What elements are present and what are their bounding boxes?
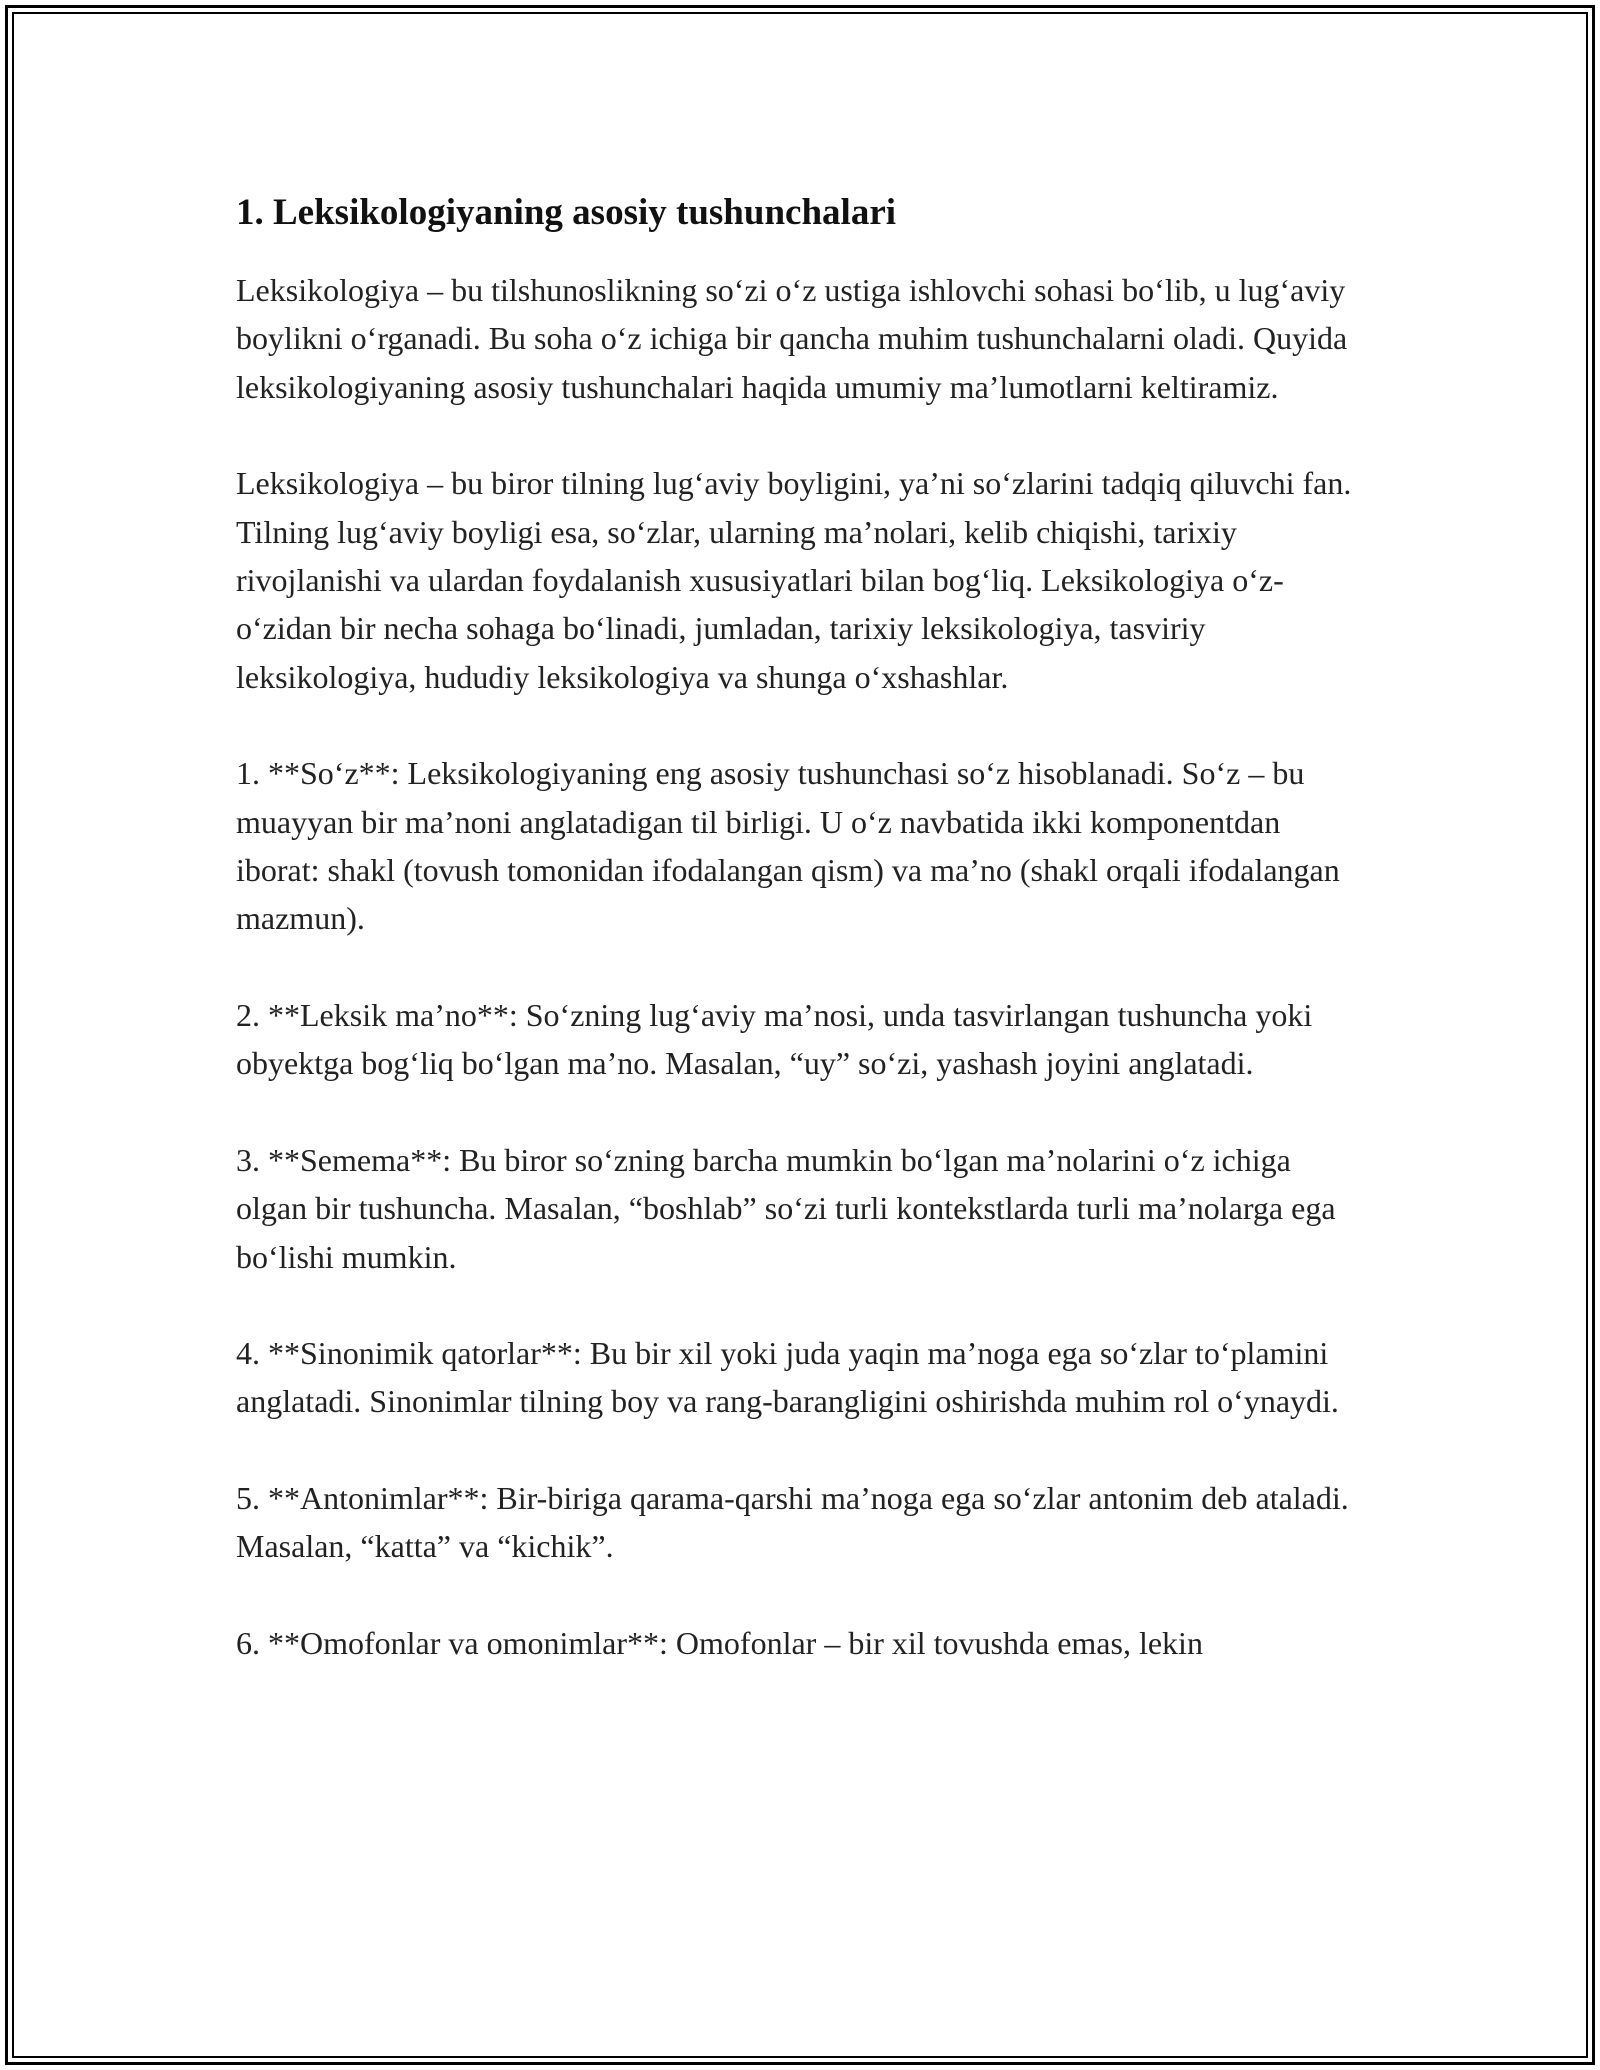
- paragraph-item-4: 4. **Sinonimik qatorlar**: Bu bir xil yoki juda yaqin ma’noga ega so‘zlar to‘plamini anglatadi. Sinonimlar tilning boy va rang-barangligini oshirishda muhim rol o‘ynaydi.: [236, 1334, 1339, 1420]
- paragraph-definition: Leksikologiya – bu biror tilning lug‘aviy boyligini, ya’ni so‘zlarini tadqiq qiluvchi fan. Tilning lug‘aviy boyligi esa, so‘zlar, ularning ma’nolari, kelib chiqishi, tarixiy rivojlanishi va ulardan foydalanish xususiyatlari bilan bog‘liq. Leksikologiya o‘z-o‘zidan bir necha sohaga bo‘linadi, jumladan, tarixiy leksikologiya, tasviriy leksikologiya, hududiy leksikologiya va shunga o‘xshashlar.: [236, 465, 1352, 695]
- paragraph-intro: Leksikologiya – bu tilshunoslikning so‘zi o‘z ustiga ishlovchi sohasi bo‘lib, u lug‘aviy boylikni o‘rganadi. Bu soha o‘z ichiga bir qancha muhim tushunchalarni oladi. Quyida leksikologiyaning asosiy tushunchalari haqida umumiy ma’lumotlarni keltiramiz.: [236, 272, 1348, 405]
- document-body: [236, 190, 1366, 1667]
- paragraph-item-2: 2. **Leksik ma’no**: So‘zning lug‘aviy ma’nosi, unda tasvirlangan tushuncha yoki obyektga bog‘liq bo‘lgan ma’no. Masalan, “uy” so‘zi, yashash joyini anglatadi.: [236, 996, 1313, 1082]
- paragraph-item-3: 3. **Semema**: Bu biror so‘zning barcha mumkin bo‘lgan ma’nolarini o‘z ichiga olgan bir tushuncha. Masalan, “boshlab” so‘zi turli kontekstlarda turli ma’nolarga ega bo‘lishi mumkin.: [236, 1141, 1336, 1275]
- document-title: 1. Leksikologiyaning asosiy tushunchalari: [236, 192, 897, 233]
- paragraph-item-1: 1. **So‘z**: Leksikologiyaning eng asosiy tushunchasi so‘z hisoblanadi. So‘z – bu muayyan bir ma’noni anglatadigan til birligi. U o‘z navbatida ikki komponentdan iborat: shakl (tovush tomonidan ifodalangan qism) va ma’no (shakl orqali ifodalangan mazmun).: [236, 755, 1340, 937]
- paragraph-item-5: 5. **Antonimlar**: Bir-biriga qarama-qarshi ma’noga ega so‘zlar antonim deb ataladi. Masalan, “katta” va “kichik”.: [236, 1479, 1349, 1565]
- paragraph-item-6: 6. **Omofonlar va omonimlar**: Omofonlar – bir xil tovushda emas, lekin: [236, 1624, 1203, 1661]
